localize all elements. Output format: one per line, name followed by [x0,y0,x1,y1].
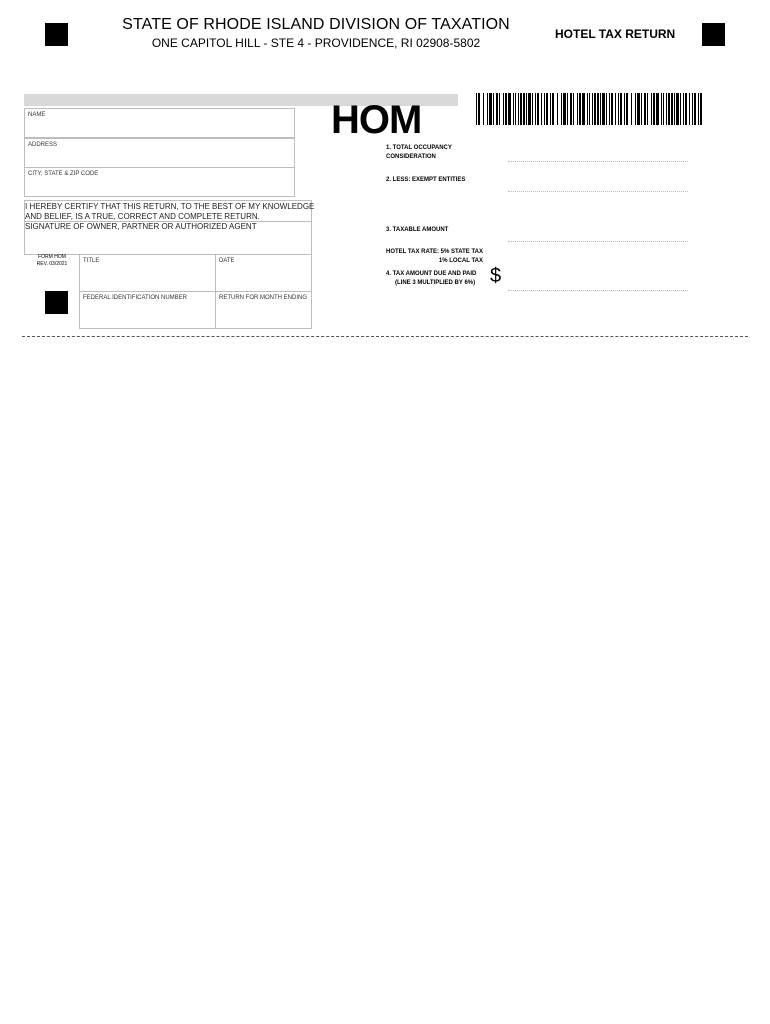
agency-name: STATE OF RHODE ISLAND DIVISION OF TAXATION [122,16,510,33]
date-label: DATE [219,258,235,264]
local-tax-rate: 1% LOCAL TAX [438,258,484,264]
form-revision [27,254,77,268]
line-3-label: 3. TAXABLE AMOUNT [386,227,449,233]
title-field[interactable] [79,254,216,292]
line-1-label [386,144,452,162]
line-4-amount-field[interactable] [508,290,688,291]
return-month-field[interactable] [215,291,312,329]
registration-mark-top-right [702,23,725,46]
line-1-amount-field[interactable] [508,161,688,162]
certification-line-2: AND BELIEF, IS A TRUE, CORRECT AND COMPLETE RETURN. [25,212,260,221]
registration-mark-top-left [45,23,68,46]
certification-line-1: I HEREBY CERTIFY THAT THIS RETURN, TO THE BEST OF MY KNOWLEDGE [25,202,315,211]
city-state-zip-field[interactable] [24,167,295,197]
line-2-label: 2. LESS: EXEMPT ENTITIES [386,177,466,183]
line-4-label [386,270,476,288]
state-tax-rate: HOTEL TAX RATE: 5% STATE TAX [386,249,484,255]
form-revision-line-1: FORM HOM [38,254,66,260]
city-state-zip-label: CITY, STATE & ZIP CODE [28,171,99,177]
barcode [476,93,706,125]
address-field[interactable] [24,138,295,168]
fein-field[interactable] [79,291,216,329]
fein-label: FEDERAL IDENTIFICATION NUMBER [83,295,188,301]
tax-rate-label [386,248,483,266]
name-label: NAME [28,112,46,118]
dollar-sign: $ [490,265,502,287]
address-label: ADDRESS [28,142,58,148]
signature-label: SIGNATURE OF OWNER, PARTNER OR AUTHORIZED AGENT [25,222,257,231]
tear-line [22,336,748,337]
line-4-text-a: 4. TAX AMOUNT DUE AND PAID [386,271,477,277]
registration-mark-bottom-left [45,291,68,314]
agency-address: ONE CAPITOL HILL - STE 4 - PROVIDENCE, RI 02908-5802 [151,36,481,50]
certification-text [25,202,314,232]
line-4-text-b: (LINE 3 MULTIPLIED BY 6%) [395,280,476,286]
form-revision-line-2: REV. 03/2021 [36,261,68,267]
date-field[interactable] [215,254,312,292]
line-2-amount-field[interactable] [508,191,688,192]
form-title: HOTEL TAX RETURN [555,27,676,41]
name-field[interactable] [24,108,295,138]
line-1-text-a: 1. TOTAL OCCUPANCY [386,145,452,151]
title-label: TITLE [83,258,100,264]
form-code: HOM [331,98,422,142]
return-month-label: RETURN FOR MONTH ENDING [219,295,307,301]
line-1-text-b: CONSIDERATION [386,154,436,160]
line-3-amount-field[interactable] [508,241,688,242]
